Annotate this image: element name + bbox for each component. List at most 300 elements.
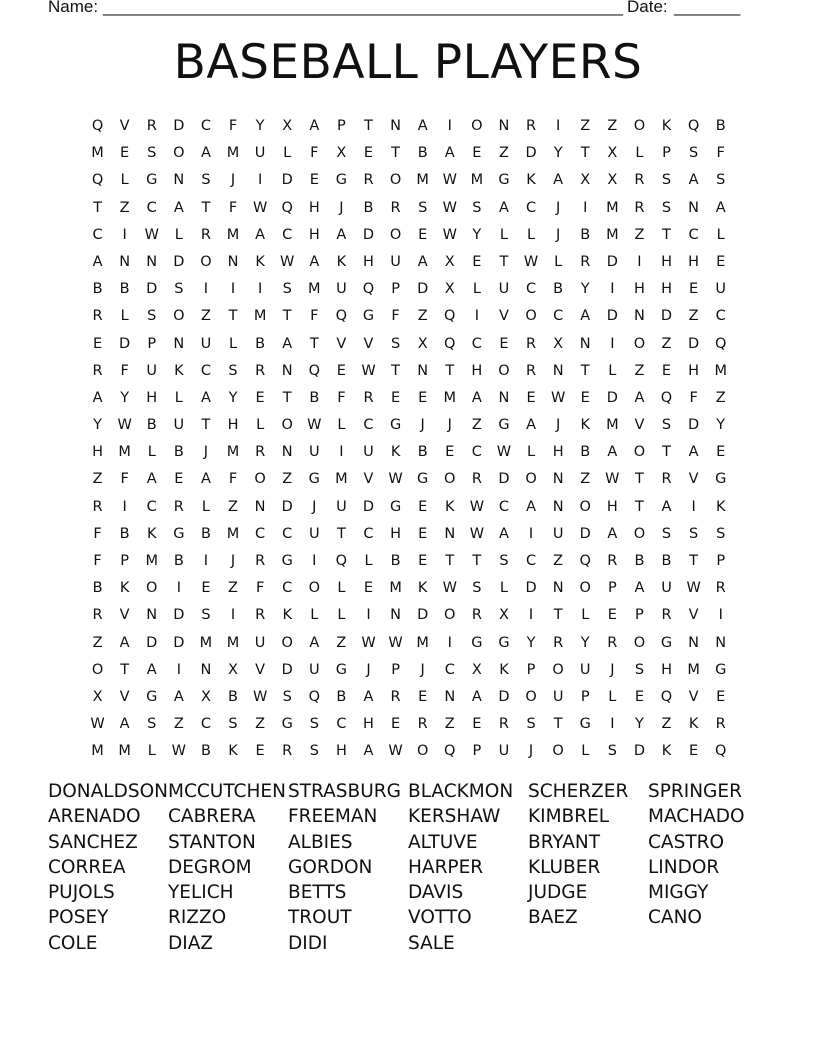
grid-letter[interactable]: B	[228, 688, 238, 705]
grid-letter[interactable]: M	[714, 362, 727, 379]
grid-letter[interactable]: J	[556, 199, 561, 216]
grid-letter[interactable]: C	[200, 362, 211, 379]
grid-letter[interactable]: N	[579, 335, 591, 352]
grid-letter[interactable]: P	[120, 553, 130, 569]
grid-letter[interactable]: B	[634, 553, 645, 569]
grid-letter[interactable]: Y	[580, 281, 590, 298]
grid-letter[interactable]: S	[282, 281, 292, 298]
grid-letter[interactable]: N	[498, 118, 510, 134]
grid-letter[interactable]: T	[553, 607, 563, 624]
grid-letter[interactable]: M	[199, 634, 213, 651]
grid-letter[interactable]: A	[715, 199, 726, 216]
grid-letter[interactable]: B	[580, 444, 591, 461]
grid-letter[interactable]: E	[363, 580, 374, 597]
grid-letter[interactable]: E	[716, 688, 726, 705]
grid-letter[interactable]: C	[471, 444, 482, 461]
grid-letter[interactable]: T	[201, 199, 211, 216]
grid-letter[interactable]: R	[715, 716, 726, 733]
grid-letter[interactable]: Q	[444, 308, 456, 325]
grid-letter[interactable]: E	[390, 389, 401, 406]
grid-letter[interactable]: E	[390, 716, 401, 733]
grid-letter[interactable]: M	[91, 145, 104, 162]
grid-letter[interactable]: C	[363, 417, 374, 434]
grid-letter[interactable]: Q	[714, 335, 727, 352]
grid-letter[interactable]: T	[364, 118, 373, 134]
grid-letter[interactable]: R	[92, 607, 103, 624]
grid-letter[interactable]: C	[282, 525, 293, 542]
grid-letter[interactable]: L	[337, 580, 346, 597]
grid-letter[interactable]: K	[146, 525, 157, 542]
grid-letter[interactable]: F	[391, 308, 400, 325]
grid-letter[interactable]: D	[633, 743, 645, 760]
grid-letter[interactable]: O	[633, 634, 646, 651]
grid-letter[interactable]: W	[388, 471, 403, 488]
grid-letter[interactable]: B	[92, 580, 103, 597]
grid-letter[interactable]: I	[203, 281, 209, 298]
grid-letter[interactable]: S	[309, 743, 319, 760]
grid-letter[interactable]: N	[281, 444, 293, 461]
grid-letter[interactable]: N	[633, 308, 645, 325]
grid-letter[interactable]: A	[526, 417, 536, 434]
grid-letter[interactable]: H	[471, 362, 483, 379]
grid-letter[interactable]: L	[608, 362, 617, 379]
grid-letter[interactable]: S	[526, 716, 536, 733]
grid-letter[interactable]: L	[310, 607, 319, 624]
grid-letter[interactable]: U	[336, 281, 347, 298]
grid-letter[interactable]: O	[579, 580, 591, 597]
grid-letter[interactable]: E	[472, 716, 482, 733]
grid-letter[interactable]: R	[607, 634, 618, 651]
grid-letter[interactable]: A	[417, 253, 428, 270]
grid-letter[interactable]: A	[255, 226, 266, 243]
grid-letter[interactable]: S	[147, 145, 157, 162]
grid-letter[interactable]: Z	[92, 634, 103, 651]
grid-letter[interactable]: L	[147, 743, 156, 760]
grid-letter[interactable]: N	[173, 335, 185, 352]
grid-letter[interactable]: A	[498, 199, 509, 216]
grid-letter[interactable]: E	[472, 145, 482, 162]
grid-letter[interactable]: P	[716, 553, 726, 569]
grid-letter[interactable]: K	[336, 253, 347, 270]
grid-letter[interactable]: W	[523, 253, 539, 270]
grid-letter[interactable]: M	[253, 308, 267, 325]
grid-letter[interactable]: J	[610, 661, 615, 678]
grid-letter[interactable]: L	[554, 253, 563, 270]
grid-letter[interactable]: X	[607, 145, 618, 162]
grid-letter[interactable]: I	[474, 308, 479, 325]
grid-letter[interactable]: O	[525, 688, 537, 705]
grid-letter[interactable]: W	[550, 389, 566, 406]
grid-letter[interactable]: S	[309, 716, 319, 733]
grid-letter[interactable]: I	[610, 335, 615, 352]
grid-letter[interactable]: S	[228, 716, 238, 733]
grid-letter[interactable]: W	[144, 226, 159, 243]
grid-letter[interactable]: W	[388, 634, 403, 651]
grid-letter[interactable]: E	[689, 743, 699, 760]
grid-letter[interactable]: N	[552, 471, 564, 488]
grid-letter[interactable]: H	[661, 253, 672, 270]
grid-letter[interactable]: R	[255, 553, 266, 569]
grid-letter[interactable]: V	[363, 335, 374, 352]
grid-letter[interactable]: W	[469, 498, 485, 515]
grid-letter[interactable]: O	[552, 661, 564, 678]
grid-letter[interactable]: C	[255, 525, 266, 542]
grid-letter[interactable]: L	[635, 145, 644, 162]
grid-letter[interactable]: M	[91, 743, 104, 760]
grid-letter[interactable]: F	[255, 580, 265, 597]
grid-letter[interactable]: J	[230, 553, 236, 569]
grid-letter[interactable]: H	[688, 362, 700, 379]
grid-letter[interactable]: K	[445, 498, 455, 515]
grid-letter[interactable]: S	[716, 172, 726, 189]
grid-letter[interactable]: Q	[660, 688, 673, 705]
grid-letter[interactable]: D	[525, 145, 537, 162]
grid-letter[interactable]: O	[498, 362, 510, 379]
grid-letter[interactable]: O	[416, 743, 429, 760]
grid-letter[interactable]: Z	[444, 716, 455, 733]
grid-letter[interactable]: G	[471, 634, 483, 651]
grid-letter[interactable]: A	[634, 580, 645, 597]
grid-letter[interactable]: E	[255, 743, 265, 760]
grid-letter[interactable]: F	[716, 145, 725, 162]
grid-letter[interactable]: J	[420, 661, 425, 678]
grid-letter[interactable]: N	[498, 389, 510, 406]
grid-letter[interactable]: E	[526, 389, 536, 406]
grid-letter[interactable]: T	[228, 308, 238, 325]
grid-letter[interactable]: L	[120, 172, 129, 189]
grid-letter[interactable]: N	[444, 688, 456, 705]
grid-letter[interactable]: B	[255, 335, 266, 352]
grid-letter[interactable]: W	[496, 444, 512, 461]
grid-letter[interactable]: V	[119, 607, 130, 624]
grid-letter[interactable]: P	[147, 335, 157, 352]
grid-letter[interactable]: U	[498, 281, 510, 298]
grid-letter[interactable]: H	[363, 253, 374, 270]
grid-letter[interactable]: Z	[580, 118, 591, 134]
grid-letter[interactable]: E	[661, 362, 672, 379]
grid-letter[interactable]: I	[610, 281, 615, 298]
grid-letter[interactable]: Z	[92, 471, 103, 488]
grid-letter[interactable]: I	[610, 716, 615, 733]
grid-letter[interactable]: W	[686, 580, 701, 597]
grid-letter[interactable]: M	[606, 417, 619, 434]
grid-letter[interactable]: C	[146, 199, 157, 216]
grid-letter[interactable]: Y	[93, 417, 102, 434]
grid-letter[interactable]: Z	[498, 145, 509, 162]
grid-letter[interactable]: S	[147, 308, 157, 325]
grid-letter[interactable]: E	[689, 281, 699, 298]
grid-letter[interactable]: R	[526, 362, 537, 379]
grid-letter[interactable]: L	[581, 607, 590, 624]
grid-letter[interactable]: Y	[526, 634, 536, 651]
grid-letter[interactable]: S	[201, 607, 211, 624]
grid-letter[interactable]: A	[688, 444, 699, 461]
grid-letter[interactable]: M	[118, 743, 131, 760]
grid-letter[interactable]: M	[226, 525, 240, 542]
grid-letter[interactable]: K	[255, 253, 265, 270]
grid-letter[interactable]: Z	[255, 716, 266, 733]
grid-letter[interactable]: L	[499, 580, 508, 597]
grid-letter[interactable]: W	[280, 253, 295, 270]
grid-letter[interactable]: C	[471, 335, 482, 352]
grid-letter[interactable]: W	[442, 172, 457, 189]
grid-letter[interactable]: U	[390, 253, 401, 270]
grid-letter[interactable]: M	[416, 172, 429, 189]
grid-letter[interactable]: A	[363, 743, 374, 760]
grid-letter[interactable]: E	[716, 444, 726, 461]
grid-letter[interactable]: G	[715, 661, 727, 678]
grid-letter[interactable]: O	[281, 634, 293, 651]
grid-letter[interactable]: R	[363, 172, 374, 189]
grid-letter[interactable]: R	[715, 580, 726, 597]
grid-letter[interactable]: D	[498, 471, 510, 488]
grid-letter[interactable]: M	[470, 172, 484, 189]
grid-letter[interactable]: D	[606, 389, 618, 406]
grid-letter[interactable]: S	[661, 199, 672, 216]
grid-letter[interactable]: Z	[715, 389, 726, 406]
grid-letter[interactable]: W	[442, 226, 457, 243]
grid-letter[interactable]: G	[335, 661, 348, 678]
grid-letter[interactable]: I	[447, 118, 452, 134]
grid-letter[interactable]: A	[607, 444, 618, 461]
grid-letter[interactable]: Q	[579, 553, 591, 569]
grid-letter[interactable]: Q	[281, 199, 293, 216]
grid-letter[interactable]: W	[171, 743, 186, 760]
grid-letter[interactable]: T	[93, 199, 102, 216]
grid-letter[interactable]: J	[420, 417, 425, 434]
grid-letter[interactable]: M	[335, 471, 348, 488]
grid-letter[interactable]: X	[282, 118, 293, 134]
grid-letter[interactable]: L	[716, 226, 725, 243]
grid-letter[interactable]: E	[418, 389, 428, 406]
grid-letter[interactable]: B	[200, 525, 211, 542]
grid-letter[interactable]: A	[553, 172, 564, 189]
grid-letter[interactable]: Q	[362, 281, 375, 298]
grid-letter[interactable]: U	[200, 335, 212, 352]
grid-letter[interactable]: I	[176, 661, 181, 678]
grid-letter[interactable]: R	[607, 553, 618, 569]
grid-letter[interactable]: R	[526, 335, 537, 352]
grid-letter[interactable]: Z	[634, 226, 645, 243]
grid-letter[interactable]: U	[308, 525, 320, 542]
grid-letter[interactable]: I	[230, 607, 236, 624]
grid-letter[interactable]: O	[552, 743, 564, 760]
grid-letter[interactable]: O	[633, 335, 646, 352]
grid-letter[interactable]: A	[336, 226, 347, 243]
grid-letter[interactable]: A	[634, 389, 645, 406]
grid-letter[interactable]: R	[498, 716, 509, 733]
grid-letter[interactable]: U	[552, 525, 564, 542]
grid-letter[interactable]: U	[308, 661, 320, 678]
grid-letter[interactable]: B	[119, 525, 130, 542]
grid-letter[interactable]: B	[200, 743, 211, 760]
grid-letter[interactable]: R	[255, 607, 266, 624]
grid-letter[interactable]: O	[471, 118, 483, 134]
grid-letter[interactable]: N	[200, 661, 212, 678]
grid-letter[interactable]: G	[389, 498, 402, 515]
grid-letter[interactable]: I	[583, 199, 588, 216]
grid-letter[interactable]: D	[606, 308, 618, 325]
grid-letter[interactable]: O	[173, 145, 185, 162]
grid-letter[interactable]: C	[146, 498, 157, 515]
grid-letter[interactable]: R	[282, 743, 293, 760]
grid-letter[interactable]: E	[472, 253, 482, 270]
grid-letter[interactable]: X	[553, 335, 564, 352]
grid-letter[interactable]: T	[282, 308, 292, 325]
grid-letter[interactable]: R	[363, 389, 374, 406]
grid-letter[interactable]: T	[580, 145, 590, 162]
grid-letter[interactable]: I	[122, 226, 127, 243]
grid-letter[interactable]: U	[254, 145, 266, 162]
grid-letter[interactable]: E	[499, 335, 509, 352]
grid-letter[interactable]: E	[418, 498, 428, 515]
grid-letter[interactable]: O	[254, 471, 266, 488]
grid-letter[interactable]: Z	[173, 716, 184, 733]
grid-letter[interactable]: Q	[714, 743, 727, 760]
grid-letter[interactable]: E	[336, 362, 346, 379]
grid-letter[interactable]: L	[527, 226, 536, 243]
grid-letter[interactable]: W	[442, 580, 457, 597]
grid-letter[interactable]: F	[120, 471, 129, 488]
grid-letter[interactable]: Y	[255, 118, 265, 134]
grid-letter[interactable]: T	[391, 362, 400, 379]
grid-letter[interactable]: R	[634, 172, 645, 189]
grid-letter[interactable]: G	[498, 634, 510, 651]
grid-letter[interactable]: A	[607, 525, 618, 542]
grid-letter[interactable]: B	[336, 688, 347, 705]
grid-letter[interactable]: D	[281, 661, 293, 678]
grid-letter[interactable]: D	[688, 417, 700, 434]
grid-letter[interactable]: J	[528, 743, 534, 760]
grid-letter[interactable]: A	[580, 308, 591, 325]
grid-letter[interactable]: T	[282, 389, 292, 406]
grid-letter[interactable]: O	[633, 444, 646, 461]
grid-letter[interactable]: C	[715, 308, 726, 325]
grid-letter[interactable]: R	[553, 634, 564, 651]
grid-letter[interactable]: A	[173, 688, 184, 705]
grid-letter[interactable]: B	[390, 553, 401, 569]
grid-letter[interactable]: I	[203, 553, 209, 569]
grid-letter[interactable]: T	[634, 471, 644, 488]
grid-letter[interactable]: N	[146, 607, 158, 624]
grid-letter[interactable]: Q	[91, 118, 104, 134]
grid-letter[interactable]: I	[447, 634, 452, 651]
grid-letter[interactable]: N	[146, 253, 158, 270]
grid-letter[interactable]: F	[310, 145, 319, 162]
grid-letter[interactable]: F	[228, 471, 238, 488]
grid-letter[interactable]: S	[201, 172, 211, 189]
grid-letter[interactable]: D	[281, 172, 293, 189]
grid-letter[interactable]: U	[254, 634, 266, 651]
grid-letter[interactable]: Q	[91, 172, 104, 189]
grid-letter[interactable]: Y	[553, 145, 563, 162]
grid-letter[interactable]: E	[363, 145, 374, 162]
grid-letter[interactable]: Z	[634, 362, 645, 379]
grid-letter[interactable]: D	[119, 335, 131, 352]
grid-letter[interactable]: K	[119, 580, 130, 597]
grid-letter[interactable]: A	[146, 471, 157, 488]
grid-letter[interactable]: M	[308, 281, 321, 298]
grid-letter[interactable]: J	[556, 226, 561, 243]
grid-letter[interactable]: U	[661, 580, 672, 597]
grid-letter[interactable]: K	[661, 118, 672, 134]
grid-letter[interactable]: A	[526, 498, 536, 515]
grid-letter[interactable]: O	[389, 172, 402, 189]
grid-letter[interactable]: S	[390, 335, 401, 352]
grid-letter[interactable]: Z	[661, 335, 672, 352]
grid-letter[interactable]: D	[281, 498, 293, 515]
grid-letter[interactable]: O	[200, 253, 212, 270]
grid-letter[interactable]: P	[472, 743, 482, 760]
grid-letter[interactable]: Y	[716, 417, 726, 434]
grid-letter[interactable]: S	[472, 580, 482, 597]
grid-letter[interactable]: A	[119, 716, 130, 733]
grid-letter[interactable]: F	[310, 308, 319, 325]
grid-letter[interactable]: B	[92, 281, 103, 298]
grid-letter[interactable]: F	[228, 199, 238, 216]
grid-letter[interactable]: E	[418, 226, 428, 243]
grid-letter[interactable]: T	[336, 525, 346, 542]
grid-letter[interactable]: H	[661, 281, 672, 298]
grid-letter[interactable]: C	[688, 226, 699, 243]
grid-letter[interactable]: F	[93, 525, 102, 542]
grid-letter[interactable]: A	[309, 253, 320, 270]
grid-letter[interactable]: Q	[335, 308, 348, 325]
grid-letter[interactable]: H	[146, 389, 158, 406]
grid-letter[interactable]: I	[556, 118, 561, 134]
grid-letter[interactable]: R	[146, 118, 157, 134]
grid-letter[interactable]: L	[337, 607, 346, 624]
grid-letter[interactable]: K	[661, 743, 672, 760]
grid-letter[interactable]: W	[361, 634, 376, 651]
grid-letter[interactable]: M	[226, 145, 240, 162]
grid-letter[interactable]: A	[309, 634, 320, 651]
grid-letter[interactable]: K	[174, 362, 184, 379]
grid-letter[interactable]: P	[607, 580, 617, 597]
grid-letter[interactable]: N	[552, 362, 564, 379]
grid-letter[interactable]: B	[363, 199, 374, 216]
grid-letter[interactable]: N	[552, 498, 564, 515]
grid-letter[interactable]: O	[579, 498, 591, 515]
grid-letter[interactable]: E	[309, 172, 319, 189]
grid-letter[interactable]: L	[228, 335, 238, 352]
grid-letter[interactable]: I	[528, 607, 534, 624]
grid-letter[interactable]: B	[173, 444, 184, 461]
grid-letter[interactable]: T	[445, 553, 455, 569]
grid-letter[interactable]: M	[118, 444, 131, 461]
grid-letter[interactable]: W	[442, 199, 457, 216]
grid-letter[interactable]: A	[309, 118, 320, 134]
grid-letter[interactable]: T	[201, 417, 211, 434]
grid-letter[interactable]: H	[633, 281, 645, 298]
grid-letter[interactable]: D	[146, 281, 158, 298]
grid-letter[interactable]: R	[255, 362, 266, 379]
grid-letter[interactable]: G	[498, 417, 510, 434]
grid-letter[interactable]: T	[662, 226, 671, 243]
grid-letter[interactable]: S	[661, 172, 672, 189]
grid-letter[interactable]: J	[203, 444, 209, 461]
grid-letter[interactable]: F	[93, 553, 102, 569]
grid-letter[interactable]: B	[119, 281, 130, 298]
grid-letter[interactable]: Z	[471, 417, 482, 434]
grid-letter[interactable]: T	[634, 498, 644, 515]
grid-letter[interactable]: P	[391, 281, 400, 298]
grid-letter[interactable]: S	[282, 688, 292, 705]
grid-letter[interactable]: D	[579, 525, 591, 542]
grid-letter[interactable]: J	[339, 199, 344, 216]
grid-letter[interactable]: M	[606, 199, 619, 216]
grid-letter[interactable]: A	[661, 498, 672, 515]
